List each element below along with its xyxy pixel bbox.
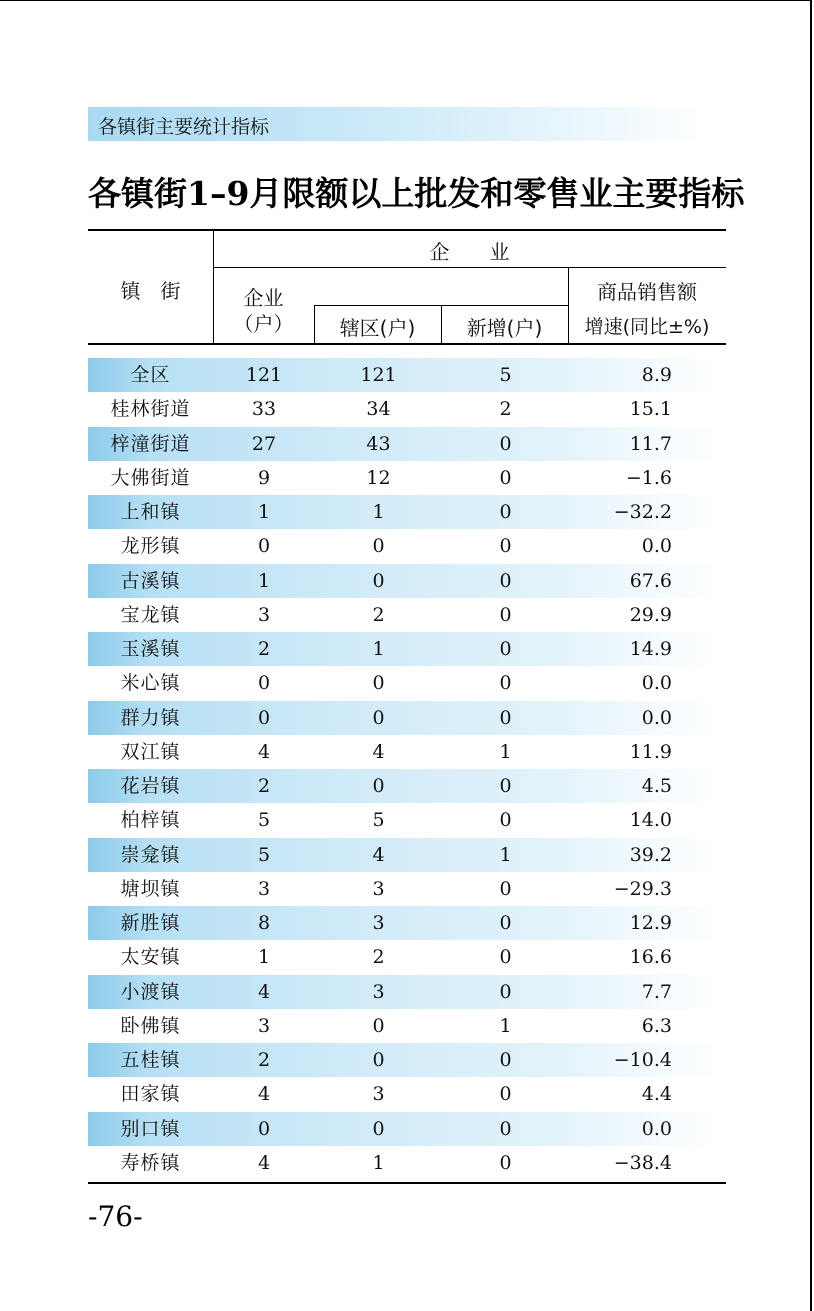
table-row: [88, 1009, 726, 1043]
table-cell-jurisdiction: 2: [372, 603, 385, 626]
table-cell-new: 0: [499, 775, 512, 797]
table-cell-jurisdiction: 5: [372, 809, 385, 832]
table-row: [88, 461, 726, 495]
table-row: [88, 529, 726, 563]
table-cell-jurisdiction: 2: [372, 946, 385, 969]
table-cell-enterprises: 5: [257, 809, 271, 832]
table-cell-town: 小渡镇: [120, 980, 181, 1003]
table-cell-new: 0: [499, 1083, 512, 1106]
table-row: [88, 427, 726, 461]
table-row: [88, 701, 726, 735]
page-border-right: [810, 0, 812, 1311]
table-cell-town: 大佛街道: [110, 466, 191, 489]
table-row: [88, 975, 726, 1009]
table-cell-town: 田家镇: [120, 1083, 181, 1106]
table-cell-growth: 29.9: [629, 603, 672, 626]
page-number: -76-: [88, 1200, 143, 1233]
table-cell-jurisdiction: 0: [372, 775, 385, 797]
table-row: [88, 769, 726, 803]
table-cell-growth: 7.7: [641, 980, 672, 1003]
section-label: 各镇街主要统计指标: [98, 116, 270, 138]
table-cell-new: 0: [499, 809, 512, 832]
table-row: [88, 598, 726, 632]
table-cell-growth: 0.0: [641, 706, 672, 729]
table-cell-jurisdiction: 0: [372, 672, 385, 695]
table-cell-growth: 0.0: [641, 672, 672, 695]
table-cell-enterprises: 27: [251, 432, 277, 455]
table-cell-new: 0: [499, 432, 512, 455]
table-cell-jurisdiction: 0: [372, 569, 385, 592]
table-cell-new: 0: [499, 672, 512, 695]
table-cell-new: 0: [499, 1049, 512, 1071]
table-cell-growth: −10.4: [613, 1049, 672, 1071]
table-row: [88, 1043, 726, 1077]
table-cell-new: 1: [499, 843, 512, 866]
table-cell-town: 塘坝镇: [120, 877, 181, 900]
table-cell-growth: −32.2: [613, 501, 672, 523]
table-row: [88, 632, 726, 666]
table-cell-growth: 67.6: [629, 569, 672, 592]
table-cell-new: 0: [499, 535, 512, 558]
table-top-rule: [88, 229, 726, 231]
table-cell-town: 桂林街道: [110, 398, 191, 421]
col-header-new: 新增(户): [466, 316, 543, 340]
table-cell-growth: −29.3: [613, 877, 672, 900]
table-cell-jurisdiction: 1: [372, 638, 385, 660]
table-cell-growth: −38.4: [613, 1151, 672, 1174]
table-cell-new: 0: [499, 877, 512, 900]
table-cell-new: 1: [499, 740, 512, 763]
table-cell-new: 0: [499, 706, 512, 729]
table-cell-enterprises: 4: [257, 980, 271, 1003]
table-cell-jurisdiction: 3: [372, 1083, 385, 1106]
table-cell-jurisdiction: 4: [372, 843, 385, 866]
table-cell-town: 玉溪镇: [120, 638, 181, 660]
table-row: [88, 838, 726, 872]
table-cell-jurisdiction: 121: [360, 364, 397, 386]
table-cell-enterprises: 0: [257, 1117, 271, 1140]
table-cell-enterprises: 1: [257, 501, 271, 523]
table-cell-jurisdiction: 1: [372, 1151, 385, 1174]
table-cell-enterprises: 0: [257, 706, 271, 729]
table-cell-jurisdiction: 3: [372, 877, 385, 900]
table-cell-growth: 16.6: [629, 946, 672, 969]
table-cell-enterprises: 4: [257, 1151, 271, 1174]
table-cell-enterprises: 2: [257, 1049, 271, 1071]
table-cell-town: 双江镇: [120, 740, 181, 763]
table-cell-town: 古溪镇: [120, 569, 181, 592]
table-cell-new: 0: [499, 1117, 512, 1140]
table-cell-growth: 12.9: [629, 912, 672, 934]
table-cell-enterprises: 4: [257, 740, 271, 763]
table-cell-growth: 39.2: [629, 843, 672, 866]
group-header-enterprise: 企 业: [429, 240, 510, 264]
table-cell-growth: −1.6: [625, 466, 672, 489]
table-cell-town: 米心镇: [120, 672, 181, 695]
table-cell-town: 卧佛镇: [120, 1014, 181, 1037]
table-row: [88, 392, 726, 426]
table-cell-town: 新胜镇: [120, 912, 181, 934]
table-cell-enterprises: 4: [257, 1083, 271, 1106]
table-cell-town: 柏梓镇: [120, 809, 181, 832]
table-row: [88, 564, 726, 598]
table-cell-growth: 11.9: [629, 740, 672, 763]
table-cell-enterprises: 1: [257, 569, 271, 592]
table-cell-enterprises: 3: [257, 603, 271, 626]
table-cell-jurisdiction: 0: [372, 706, 385, 729]
table-row: [88, 735, 726, 769]
table-cell-new: 5: [499, 364, 512, 386]
table-cell-town: 上和镇: [120, 501, 181, 523]
table-cell-jurisdiction: 0: [372, 1049, 385, 1071]
table-cell-new: 0: [499, 466, 512, 489]
table-cell-new: 0: [499, 501, 512, 523]
col-header-enterprise-line1: 企业: [243, 286, 284, 310]
table-cell-new: 0: [499, 603, 512, 626]
table-row: [88, 906, 726, 940]
table-row: [88, 803, 726, 837]
table-cell-new: 0: [499, 569, 512, 592]
header-bottom-rule: [88, 343, 726, 345]
col-header-enterprise-line2: （户）: [233, 312, 294, 336]
table-cell-town: 崇龛镇: [120, 843, 181, 866]
table-cell-town: 太安镇: [120, 946, 181, 969]
table-cell-growth: 15.1: [629, 398, 672, 421]
col-header-sales-line1: 商品销售额: [597, 280, 697, 304]
table-row: [88, 1077, 726, 1111]
table-cell-enterprises: 0: [257, 672, 271, 695]
table-cell-enterprises: 0: [257, 535, 271, 558]
table-cell-growth: 14.9: [629, 638, 672, 660]
table-row: [88, 1146, 726, 1180]
table-cell-jurisdiction: 3: [372, 980, 385, 1003]
table-cell-jurisdiction: 4: [372, 740, 385, 763]
table-cell-enterprises: 2: [257, 638, 271, 660]
table-cell-jurisdiction: 34: [366, 398, 391, 421]
table-cell-growth: 4.5: [641, 775, 672, 797]
table-row: [88, 1112, 726, 1146]
table-cell-jurisdiction: 12: [366, 466, 391, 489]
table-cell-town: 五桂镇: [120, 1049, 181, 1071]
table-cell-town: 别口镇: [120, 1117, 181, 1140]
table-cell-jurisdiction: 0: [372, 1117, 385, 1140]
table-cell-new: 0: [499, 946, 512, 969]
table-cell-town: 全区: [130, 364, 171, 386]
col-header-town: 镇 街: [120, 279, 181, 303]
group-header-rule: [213, 267, 726, 268]
table-row: [88, 872, 726, 906]
table-cell-new: 0: [499, 1151, 512, 1174]
table-cell-enterprises: 121: [245, 364, 283, 386]
table-cell-growth: 14.0: [629, 809, 672, 832]
table-cell-town: 梓潼街道: [110, 432, 191, 455]
table-cell-jurisdiction: 43: [366, 432, 391, 455]
table-cell-enterprises: 3: [257, 877, 271, 900]
table-cell-jurisdiction: 3: [372, 912, 385, 934]
table-cell-enterprises: 3: [257, 1014, 271, 1037]
table-cell-growth: 6.3: [641, 1014, 672, 1037]
table-row: [88, 495, 726, 529]
table-cell-enterprises: 1: [257, 946, 271, 969]
table-cell-new: 1: [499, 1014, 512, 1037]
table-cell-growth: 8.9: [641, 364, 672, 386]
section-banner: [88, 107, 702, 141]
table-cell-new: 0: [499, 912, 512, 934]
table-cell-jurisdiction: 0: [372, 1014, 385, 1037]
table-row: [88, 940, 726, 974]
table-cell-enterprises: 33: [251, 398, 277, 421]
table-cell-new: 2: [499, 398, 512, 421]
table-cell-enterprises: 2: [257, 775, 271, 797]
table-cell-town: 寿桥镇: [120, 1151, 181, 1174]
table-cell-town: 花岩镇: [120, 775, 181, 797]
table-cell-town: 宝龙镇: [120, 603, 181, 626]
table-cell-enterprises: 8: [257, 912, 271, 934]
table-cell-jurisdiction: 0: [372, 535, 385, 558]
table-cell-town: 群力镇: [120, 706, 181, 729]
table-cell-enterprises: 9: [257, 466, 271, 489]
table-cell-growth: 11.7: [629, 432, 672, 455]
table-cell-new: 0: [499, 980, 512, 1003]
table-cell-enterprises: 5: [257, 843, 271, 866]
col-header-sales-line2: 增速(同比±%): [584, 316, 710, 338]
table-cell-town: 龙形镇: [120, 535, 181, 558]
page-title: 各镇街1–9月限额以上批发和零售业主要指标: [88, 174, 745, 213]
table-cell-jurisdiction: 1: [372, 501, 385, 523]
table-bottom-rule: [88, 1182, 726, 1184]
col-header-jurisdiction: 辖区(户): [339, 316, 416, 340]
table-row: [88, 666, 726, 700]
table-cell-growth: 0.0: [641, 1117, 672, 1140]
table-cell-growth: 4.4: [641, 1083, 672, 1106]
table-cell-growth: 0.0: [641, 535, 672, 558]
page-border-top: [0, 0, 812, 1]
table-row: [88, 358, 726, 392]
table-cell-new: 0: [499, 638, 512, 660]
